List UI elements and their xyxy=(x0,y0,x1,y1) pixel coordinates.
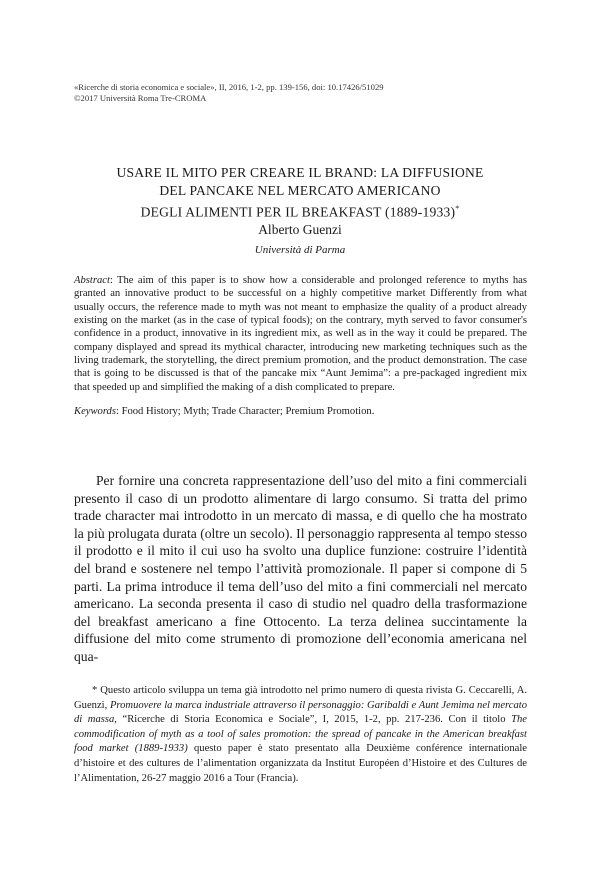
article-title xyxy=(60,164,540,222)
title-line-3-text: DEGLI ALIMENTI PER IL BREAKFAST (1889-1933) xyxy=(140,204,456,220)
body-paragraph: Per fornire una concreta rappresentazione dell’uso del mito a fini commerciali presento il caso di un prodotto alimentare di largo consumo. Si tratta del primo trade character mai introdotto in un mercato di massa, e di quello che ha mostrato la più prolugata durata (oltre un secolo). Il personaggio rappresenta al tempo stesso il prodotto e il mito il cui uso ha svolto una duplice funzione: costruire l’identità del brand e sostenere nel tempo l’attività promozionale. Il paper si compone di 5 parti. La prima introduce il tema dell’uso del mito a fini commerciali nel mercato americano. La seconda presenta il caso di studio nel quadro della trasformazione del breakfast americano a fine Ottocento. La terza delinea succintamente la diffusione del mito come strumento di promozione dell’economia americana nel qua- xyxy=(74,473,527,664)
journal-header xyxy=(74,82,384,104)
title-line-1: USARE IL MITO PER CREARE IL BRAND: LA DIFFUSIONE xyxy=(116,165,484,180)
abstract-text: : The aim of this paper is to show how a considerable and prolonged reference to myths has granted an innovative product to be successful on a highly competitive market Differently from what usually occurs, the reference made to myth was not meant to emphasize the quality of a product already existing on the market (as in the case of typical foods); on the contrary, myth served to favor consumer's confidence in a product, innovative in its ingredient mix, as well as in the way it could be prepared. The company displayed and spread its mythical character, introducing new marketing techniques such as the living trademark, the storytelling, the direct premium promotion, and the product demonstration. The case that is going to be discussed is that of the pancake mix “Aunt Jemima”: a pre-packaged ingredient mix that speeded up and simplified the making of a dish complicated to prepare. xyxy=(74,275,527,393)
author-affiliation: Università di Parma xyxy=(254,244,346,256)
citation-line: «Ricerche di storia economica e sociale», II, 2016, 1-2, pp. 139-156, doi: 10.17426/51029 xyxy=(74,82,384,92)
keywords-label: Keywords xyxy=(74,406,116,417)
footnote-text-3: questo paper è stato presentato alla Deuxième conférence internationale d’histoire et des cultures de l’alimentation organizzata da Institut Européen d’Histoire et des Cultures de l’Alimentation, 26-27 maggio 2016 a Tour (Francia). xyxy=(74,743,527,784)
footnote-italic-title-1: Promuovere la marca industriale attraverso il personaggio: Garibaldi e Aunt Jemima nel mercato di massa, xyxy=(74,699,528,726)
footnote-marker[interactable]: * xyxy=(455,204,460,213)
footnote xyxy=(74,684,527,786)
keywords-text: : Food History; Myth; Trade Character; Premium Promotion. xyxy=(115,406,375,417)
abstract-label: Abstract xyxy=(74,275,110,286)
footnote-text-2: “Ricerche di Storia Economica e Sociale”, I, 2015, 1-2, pp. 217-236. Con il titolo xyxy=(116,714,512,726)
keywords xyxy=(74,405,527,418)
abstract xyxy=(74,274,527,394)
author-name: Alberto Guenzi xyxy=(258,222,342,237)
title-line-3 xyxy=(60,200,540,222)
footnote-italic-title-2: The commodification of myth as a tool of sales promotion: the spread of pancake in the American breakfast food market (1889-1933) xyxy=(74,714,527,755)
title-line-2: DEL PANCAKE NEL MERCATO AMERICANO xyxy=(159,183,441,198)
copyright-line: ©2017 Università Roma Tre-CROMA xyxy=(74,93,207,103)
footnote-text-1: * Questo articolo sviluppa un tema già introdotto nel primo numero di questa rivista G. Ceccarelli, A. Guenzi, xyxy=(74,685,527,711)
